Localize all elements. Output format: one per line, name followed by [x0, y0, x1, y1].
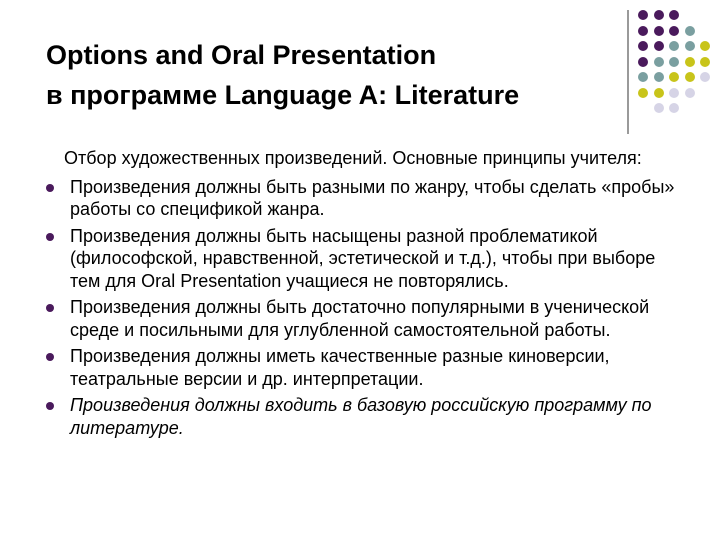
decorative-dot	[669, 10, 679, 20]
decorative-dot	[669, 57, 679, 67]
list-item-text: Произведения должны быть разными по жанру, чтобы сделать «пробы» работы со спецификой жанра.	[70, 176, 675, 219]
decorative-dot	[669, 103, 679, 113]
decorative-dot	[654, 26, 664, 36]
decorative-dot	[654, 72, 664, 82]
decorative-dot	[685, 26, 695, 36]
slide-title-line-1: Options and Oral Presentation	[46, 40, 437, 70]
decorative-dot	[669, 26, 679, 36]
decorative-dot	[685, 88, 695, 98]
bullet-icon	[46, 233, 54, 241]
decorative-dot	[638, 88, 648, 98]
list-item	[46, 394, 686, 439]
decorative-dot	[654, 57, 664, 67]
bullet-icon	[46, 304, 54, 312]
decorative-dot	[654, 41, 664, 51]
bullet-icon	[46, 402, 54, 410]
list-item-text: Произведения должны быть насыщены разной проблематикой (философской, нравственной, эстетической и т.д.), чтобы при выборе тем для Oral Presentation учащиеся не повторялись.	[70, 225, 656, 291]
decorative-dot	[669, 88, 679, 98]
decorative-dot	[638, 10, 648, 20]
decorative-dot	[638, 72, 648, 82]
list-item-text: Произведения должны быть достаточно популярными в ученической среде и посильными для углубленной самостоятельной работы.	[70, 297, 650, 340]
decorative-dot	[700, 41, 710, 51]
decorative-dot	[638, 41, 648, 51]
list-item	[46, 345, 686, 390]
decorative-dot	[685, 41, 695, 51]
decorative-dot	[654, 10, 664, 20]
intro-text: Отбор художественных произведений. Основные принципы учителя:	[64, 148, 642, 168]
decorative-dot	[685, 72, 695, 82]
decorative-dot	[654, 88, 664, 98]
list-item-text: Произведения должны иметь качественные разные киноверсии, театральные версии и др. интерпретации.	[70, 346, 610, 389]
decorative-dot	[638, 57, 648, 67]
list-item-text: Произведения должны входить в базовую российскую программу по литературе.	[70, 395, 652, 438]
decorative-dot	[685, 57, 695, 67]
slide-title-line-2: в программе Language A: Literature	[46, 80, 520, 110]
bullet-icon	[46, 353, 54, 361]
decorative-dot	[669, 72, 679, 82]
decorative-dot	[654, 103, 664, 113]
decorative-dot	[700, 72, 710, 82]
decorative-dot-grid	[638, 10, 718, 120]
divider-line	[627, 10, 629, 134]
decorative-dot	[700, 57, 710, 67]
list-item	[46, 296, 686, 341]
list-item	[46, 225, 686, 293]
slide-title	[46, 35, 606, 115]
bullet-icon	[46, 184, 54, 192]
list-item	[46, 176, 686, 221]
decorative-dot	[669, 41, 679, 51]
decorative-dot	[638, 26, 648, 36]
slide-body	[46, 147, 686, 443]
